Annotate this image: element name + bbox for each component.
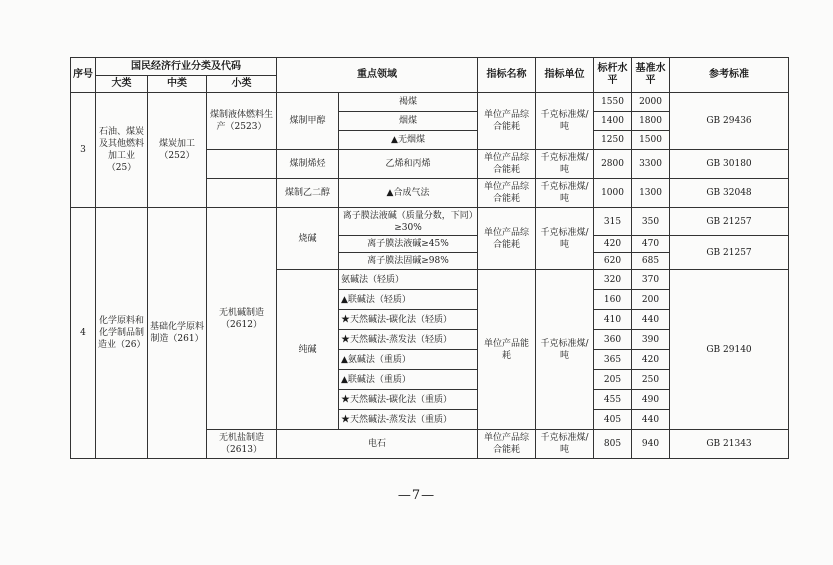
benchmark-cell: 320 [594,270,632,290]
indicator-cell: 单位产品综合能耗 [478,179,536,208]
baseline-cell: 1800 [632,112,670,131]
baseline-cell: 490 [632,390,670,410]
baseline-cell: 440 [632,410,670,430]
header-baseline: 基准水平 [632,58,670,93]
header-minor: 小类 [207,76,277,93]
benchmark-cell: 620 [594,253,632,270]
benchmark-cell: 360 [594,330,632,350]
header-middle: 中类 [148,76,207,93]
baseline-cell: 940 [632,430,670,459]
benchmark-cell: 410 [594,310,632,330]
subfield-cell: 烟煤 [339,112,478,131]
benchmark-cell: 365 [594,350,632,370]
reference-cell: GB 21257 [670,208,789,236]
header-row-1 [71,58,789,76]
subfield-cell: ★天然碱法-蒸发法（重质） [339,410,478,430]
header-field: 重点领域 [277,58,478,93]
subfield-cell: 离子膜法固碱≥98% [339,253,478,270]
baseline-cell: 685 [632,253,670,270]
baseline-cell: 250 [632,370,670,390]
subfield-cell: ★天然碱法-碳化法（重质） [339,390,478,410]
major-category-cell: 化学原料和化学制品制造业（26） [96,208,148,459]
benchmark-cell: 405 [594,410,632,430]
field-cell: 电石 [277,430,478,459]
benchmark-cell: 420 [594,236,632,253]
header-unit: 指标单位 [536,58,594,93]
subfield-cell: ▲联碱法（重质） [339,370,478,390]
reference-cell: GB 29140 [670,270,789,430]
middle-category-cell: 基础化学原料制造（261） [148,208,207,459]
subfield-cell: 氨碱法（轻质） [339,270,478,290]
reference-cell: GB 21343 [670,430,789,459]
minor-category-cell: 无机盐制造（2613） [207,430,277,459]
baseline-cell: 3300 [632,150,670,179]
field-cell: 煤制甲醇 [277,93,339,150]
indicator-cell: 单位产品综合能耗 [478,93,536,150]
header-industry: 国民经济行业分类及代码 [96,58,277,76]
benchmark-cell: 205 [594,370,632,390]
header-indicator: 指标名称 [478,58,536,93]
reference-cell: GB 29436 [670,93,789,150]
baseline-cell: 440 [632,310,670,330]
major-category-cell: 石油、煤炭及其他燃料加工业（25） [96,93,148,208]
header-reference: 参考标准 [670,58,789,93]
minor-category-cell [207,150,277,179]
benchmark-cell: 1550 [594,93,632,112]
subfield-cell: ▲氨碱法（重质） [339,350,478,370]
baseline-cell: 1500 [632,131,670,150]
header-seq: 序号 [71,58,96,93]
unit-cell: 千克标准煤/吨 [536,270,594,430]
minor-category-cell: 无机碱制造（2612） [207,208,277,430]
subfield-cell: ▲合成气法 [339,179,478,208]
minor-category-cell: 煤制液体燃料生产（2523） [207,93,277,150]
energy-benchmark-table [70,57,789,459]
subfield-cell: 褐煤 [339,93,478,112]
field-cell: 煤制烯烃 [277,150,339,179]
field-cell: 烧碱 [277,208,339,270]
benchmark-cell: 1250 [594,131,632,150]
baseline-cell: 420 [632,350,670,370]
middle-category-cell: 煤炭加工（252） [148,93,207,208]
benchmark-cell: 805 [594,430,632,459]
reference-cell: GB 32048 [670,179,789,208]
table-row [71,93,789,112]
indicator-cell: 单位产品综合能耗 [478,430,536,459]
subfield-cell: ▲联碱法（轻质） [339,290,478,310]
unit-cell: 千克标准煤/吨 [536,150,594,179]
subfield-cell: 离子膜法液碱≥45% [339,236,478,253]
header-benchmark: 标杆水平 [594,58,632,93]
unit-cell: 千克标准煤/吨 [536,208,594,270]
field-cell: 纯碱 [277,270,339,430]
field-cell: 煤制乙二醇 [277,179,339,208]
minor-category-cell [207,179,277,208]
baseline-cell: 390 [632,330,670,350]
unit-cell: 千克标准煤/吨 [536,93,594,150]
unit-cell: 千克标准煤/吨 [536,179,594,208]
seq-cell: 4 [71,208,96,459]
indicator-cell: 单位产品综合能耗 [478,150,536,179]
subfield-cell: ★天然碱法-蒸发法（轻质） [339,330,478,350]
benchmark-cell: 160 [594,290,632,310]
benchmark-cell: 315 [594,208,632,236]
benchmark-cell: 1400 [594,112,632,131]
subfield-cell: ▲无烟煤 [339,131,478,150]
baseline-cell: 350 [632,208,670,236]
baseline-cell: 200 [632,290,670,310]
baseline-cell: 470 [632,236,670,253]
indicator-cell: 单位产品综合能耗 [478,208,536,270]
reference-cell: GB 21257 [670,236,789,270]
baseline-cell: 1300 [632,179,670,208]
subfield-cell: 离子膜法液碱（质量分数，下同）≥30% [339,208,478,236]
indicator-cell: 单位产品能耗 [478,270,536,430]
baseline-cell: 370 [632,270,670,290]
benchmark-cell: 455 [594,390,632,410]
header-major: 大类 [96,76,148,93]
baseline-cell: 2000 [632,93,670,112]
table-row [71,208,789,236]
benchmark-cell: 1000 [594,179,632,208]
unit-cell: 千克标准煤/吨 [536,430,594,459]
subfield-cell: ★天然碱法-碳化法（轻质） [339,310,478,330]
subfield-cell: 乙烯和丙烯 [339,150,478,179]
reference-cell: GB 30180 [670,150,789,179]
page-number: —7— [397,488,436,503]
benchmark-cell: 2800 [594,150,632,179]
seq-cell: 3 [71,93,96,208]
